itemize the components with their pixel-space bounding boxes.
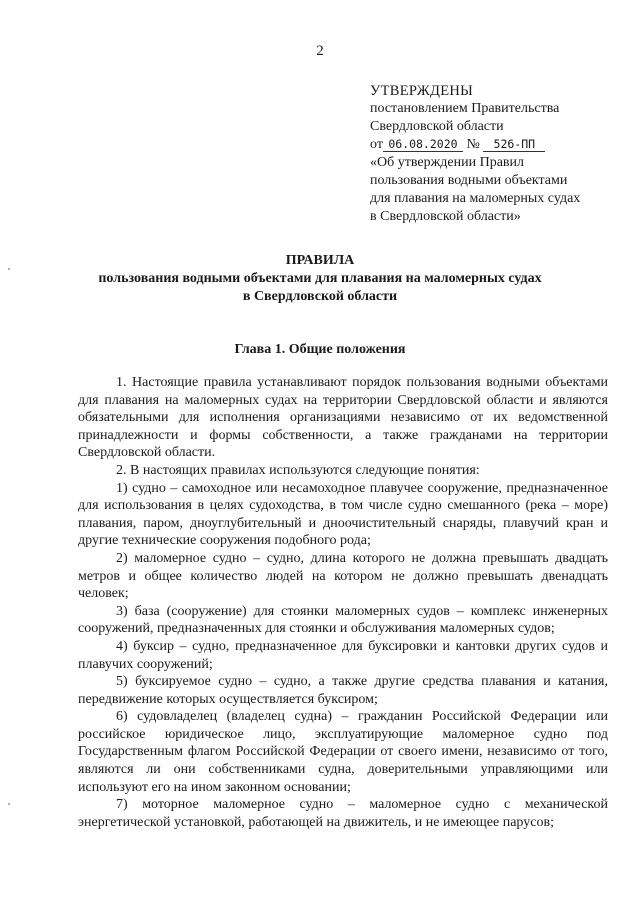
approval-heading: УТВЕРЖДЕНЫ (370, 83, 474, 99)
definition-4: 4) буксир – судно, предназначенное для буксировки и кантовки других судов и плавучих сооружений; (78, 638, 608, 672)
paragraph-2: 2. В настоящих правилах используются следующие понятия: (116, 462, 480, 478)
paragraph-1: 1. Настоящие правила устанавливают порядок пользования водными объектами для плавания на маломерных судах на территории Свердловской области и являются обязательными для исполнения организациями независимо от их ведомственной принадлежности и формы собственности, а также гражданами на территории Свердловской области. (78, 375, 608, 461)
chapter-heading: Глава 1. Общие положения (234, 342, 406, 357)
definition-3: 3) база (сооружение) для стоянки маломерных судов – комплекс инженерных сооружений, предназначенных для стоянки и обслуживания маломерных судов; (78, 603, 608, 637)
approval-block (370, 82, 630, 226)
document-subtitle-line-1: пользования водными объектами для плавания на маломерных судах (98, 271, 542, 286)
approval-line-1: постановлением Правительства (370, 101, 560, 116)
document-body (78, 374, 608, 831)
definition-6: 6) судовладелец (владелец судна) – гражданин Российской Федерации или российское юридическое лицо, эксплуатирующие маломерное судно под Государственным флагом Российской Федерации от своего имени, независимо от того, являются ли они собственниками судна, доверительными управляющими или используют его на ином законном основании; (78, 709, 608, 795)
document-title: ПРАВИЛА (285, 253, 355, 268)
approval-subject-2: пользования водными объектами (370, 173, 568, 188)
number-value: 526-ПП (483, 137, 545, 152)
date-prefix: от (370, 137, 383, 152)
number-sign: № (466, 137, 480, 152)
approval-subject-4: в Свердловской области» (370, 209, 521, 224)
date-value: 06.08.2020 (383, 137, 463, 152)
page-number: 2 (316, 43, 324, 59)
approval-subject-1: «Об утверждении Правил (370, 155, 524, 170)
definition-7: 7) моторное маломерное судно – маломерное судно с механической энергетической установкой, работающей на движитель, и не имеющее парусов; (78, 797, 608, 830)
definition-1: 1) судно – самоходное или несамоходное плавучее сооружение, предназначенное для использования в целях судоходства, в том числе судно смешанного (река – море) плавания, паром, дноуглубительный и дноочистительный снаряды, плавучий кран и другие технические сооружения подобного рода; (78, 480, 608, 549)
approval-line-2: Свердловской области (370, 119, 504, 134)
definition-5: 5) буксируемое судно – судно, а также другие средства плавания и катания, передвижение которых осуществляется буксиром; (78, 674, 608, 707)
scan-speck (8, 803, 10, 805)
scan-speck (8, 268, 10, 270)
approval-date-line (370, 136, 630, 154)
document-subtitle-line-2: в Свердловской области (242, 289, 398, 304)
definition-2: 2) маломерное судно – судно, длина которого не должна превышать двадцать метров и общее количество людей на котором не должно превышать двенадцать человек; (78, 550, 608, 602)
approval-subject-3: для плавания на маломерных судах (370, 191, 581, 206)
